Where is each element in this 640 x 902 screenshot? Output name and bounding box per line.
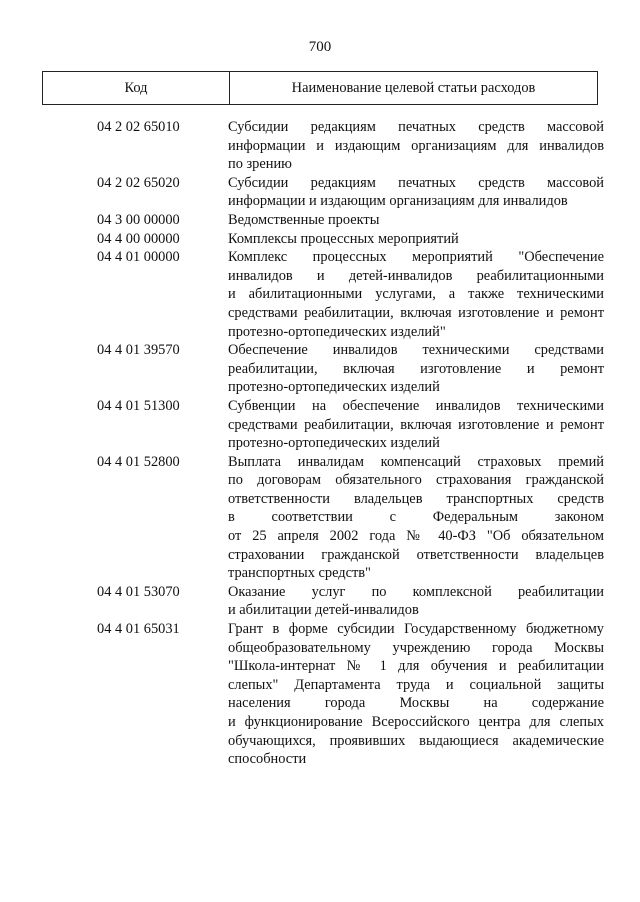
row-description bbox=[228, 211, 604, 230]
row-code: 04 4 01 51300 bbox=[97, 397, 180, 414]
row-code: 04 4 01 52800 bbox=[97, 453, 180, 470]
description-line: средствами реабилитации, включая изготовление и ремонт bbox=[228, 304, 604, 321]
description-line: по зрению bbox=[228, 156, 292, 173]
row-description bbox=[228, 583, 604, 620]
description-line: транспортных средств" bbox=[228, 565, 371, 582]
header-code: Код bbox=[43, 72, 230, 104]
description-line: протезно-ортопедических изделий bbox=[228, 379, 440, 396]
table-row bbox=[0, 211, 640, 230]
description-line: инвалидов и детей-инвалидов реабилитационными bbox=[228, 267, 604, 284]
description-line: Грант в форме субсидии Государственному бюджетному bbox=[228, 621, 604, 638]
description-line: Комплекс процессных мероприятий "Обеспечение bbox=[228, 249, 604, 266]
description-line: от 25 апреля 2002 года № 40-ФЗ "Об обязательном bbox=[228, 528, 604, 545]
description-line: и абилитации детей-инвалидов bbox=[228, 602, 419, 619]
table-row bbox=[0, 620, 640, 769]
description-line: Комплексы процессных мероприятий bbox=[228, 230, 459, 247]
description-line: общеобразовательному учреждению города Москвы bbox=[228, 639, 604, 656]
description-line: Субсидии редакциям печатных средств массовой bbox=[228, 119, 604, 135]
description-line: слепых" Департамента труда и социальной защиты bbox=[228, 676, 604, 693]
row-code: 04 2 02 65020 bbox=[97, 174, 180, 191]
row-description bbox=[228, 341, 604, 397]
table-row bbox=[0, 341, 640, 397]
description-line: информации и издающим организациям для инвалидов bbox=[228, 137, 604, 154]
table-row bbox=[0, 248, 640, 341]
table-row bbox=[0, 230, 640, 249]
description-line: Оказание услуг по комплексной реабилитации bbox=[228, 583, 604, 600]
row-description bbox=[228, 397, 604, 453]
row-description bbox=[228, 620, 604, 769]
table-row bbox=[0, 453, 640, 583]
row-description bbox=[228, 453, 604, 583]
description-line: и абилитационными услугами, а также техническими bbox=[228, 286, 604, 303]
description-line: информации и издающим организациям для инвалидов bbox=[228, 193, 568, 210]
description-line: реабилитации, включая изготовление и ремонт bbox=[228, 360, 604, 377]
description-line: и функционирование Всероссийского центра для слепых bbox=[228, 714, 604, 730]
description-line: страховании гражданской ответственности владельцев bbox=[228, 546, 604, 563]
row-code: 04 4 00 00000 bbox=[97, 230, 180, 247]
table-header bbox=[42, 71, 598, 105]
row-code: 04 4 01 39570 bbox=[97, 342, 180, 359]
description-line: протезно-ортопедических изделий bbox=[228, 435, 440, 452]
row-code: 04 3 00 00000 bbox=[97, 211, 180, 228]
description-line: Обеспечение инвалидов техническими средствами bbox=[228, 342, 604, 359]
row-code: 04 4 01 00000 bbox=[97, 249, 180, 266]
description-line: способности bbox=[228, 751, 307, 768]
row-description bbox=[228, 118, 604, 174]
table-row bbox=[0, 397, 640, 453]
table-row bbox=[0, 174, 640, 211]
description-line: населения города Москвы на содержание bbox=[228, 695, 604, 712]
table-row bbox=[0, 583, 640, 620]
description-line: по договорам обязательного страхования гражданской bbox=[228, 472, 604, 489]
page-number: 700 bbox=[308, 39, 332, 55]
row-code: 04 4 01 65031 bbox=[97, 621, 180, 638]
row-description bbox=[228, 230, 604, 249]
description-line: протезно-ортопедических изделий" bbox=[228, 323, 446, 340]
description-line: ответственности владельцев транспортных средств bbox=[228, 490, 604, 507]
description-line: "Школа-интернат № 1 для обучения и реабилитации bbox=[228, 658, 604, 675]
description-line: в соответствии с Федеральным законом bbox=[228, 509, 604, 526]
row-description bbox=[228, 248, 604, 341]
row-code: 04 2 02 65010 bbox=[97, 119, 180, 135]
header-name: Наименование целевой статьи расходов bbox=[291, 79, 536, 96]
row-description bbox=[228, 174, 604, 211]
description-line: Выплата инвалидам компенсаций страховых премий bbox=[228, 453, 604, 470]
description-line: Ведомственные проекты bbox=[228, 211, 380, 228]
expense-items-list bbox=[0, 118, 640, 769]
description-line: средствами реабилитации, включая изготовление и ремонт bbox=[228, 416, 604, 433]
description-line: Субсидии редакциям печатных средств массовой bbox=[228, 174, 604, 191]
description-line: Субвенции на обеспечение инвалидов техническими bbox=[228, 397, 604, 414]
row-code: 04 4 01 53070 bbox=[97, 583, 180, 600]
description-line: обучающихся, проявивших выдающиеся академические bbox=[228, 732, 604, 749]
table-row bbox=[0, 118, 640, 174]
